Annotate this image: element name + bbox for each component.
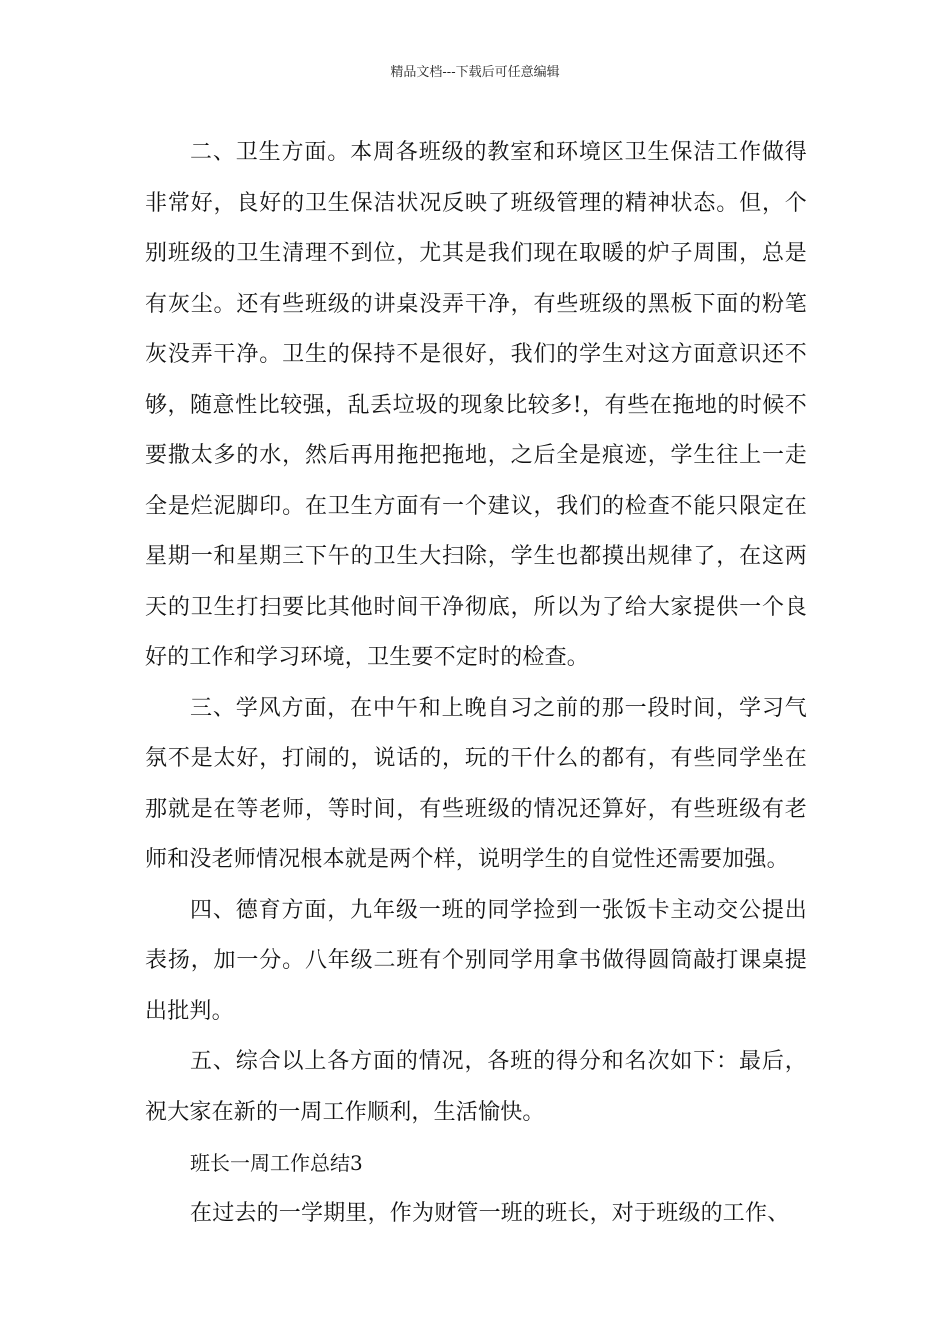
- page-header: 精品文档---下载后可任意编辑: [390, 65, 560, 80]
- document-body: [145, 128, 807, 1239]
- paragraph-summary: 五、综合以上各方面的情况，各班的得分和名次如下：最后，祝大家在新的一周工作顺利，生活愉快。: [145, 1049, 807, 1125]
- section-heading: 班长一周工作总结3: [190, 1151, 363, 1175]
- paragraph-intro: 在过去的一学期里，作为财管一班的班长，对于班级的工作、: [190, 1200, 790, 1226]
- paragraph-hygiene: 二、卫生方面。本周各班级的教室和环境区卫生保洁工作做得非常好，良好的卫生保洁状况反映了班级管理的精神状态。但，个别班级的卫生清理不到位，尤其是我们现在取暖的炉子周围，总是有灰尘。还有些班级的讲桌没弄干净，有些班级的黑板下面的粉笔灰没弄干净。卫生的保持不是很好，我们的学生对这方面意识还不够，随意性比较强，乱丢垃圾的现象比较多!，有些在拖地的时候不要撒太多的水，然后再用拖把拖地，之后全是痕迹，学生往上一走全是烂泥脚印。在卫生方面有一个建议，我们的检查不能只限定在星期一和星期三下午的卫生大扫除，学生也都摸出规律了，在这两天的卫生打扫要比其他时间干净彻底，所以为了给大家提供一个良好的工作和学习环境，卫生要不定时的检查。: [145, 140, 807, 670]
- paragraph-study-style: 三、学风方面，在中午和上晚自习之前的那一段时间，学习气氛不是太好，打闹的，说话的，玩的干什么的都有，有些同学坐在那就是在等老师，等时间，有些班级的情况还算好，有些班级有老师和没老师情况根本就是两个样，说明学生的自觉性还需要加强。: [145, 695, 807, 872]
- paragraph-moral-education: 四、德育方面，九年级一班的同学捡到一张饭卡主动交公提出表扬，加一分。八年级二班有个别同学用拿书做得圆筒敲打课桌提出批判。: [145, 897, 807, 1024]
